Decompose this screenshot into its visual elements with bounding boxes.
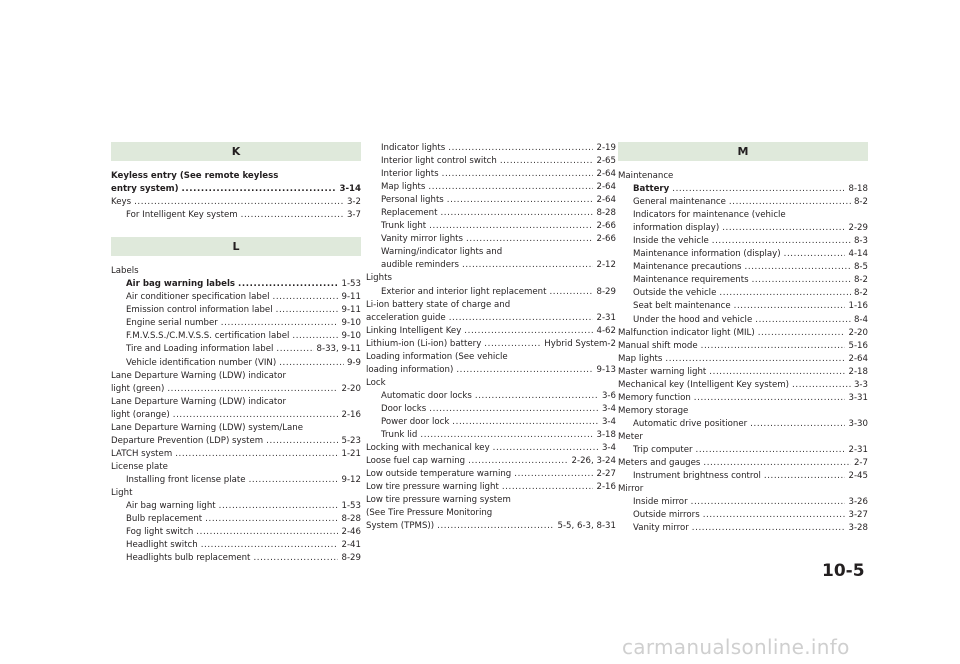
index-entry: Memory storage xyxy=(618,405,689,416)
index-subentry: Replacement ..... 8-28 xyxy=(366,207,616,220)
index-entry: Map lights ..... 2-64 xyxy=(618,353,868,366)
index-subentry: Interior light control switch ..... 2-65 xyxy=(366,155,616,168)
index-subentry-intelligent-key: For Intelligent Key system ..... 3-7 xyxy=(111,209,361,222)
index-subentry: Maintenance precautions ..... 8-5 xyxy=(618,261,868,274)
index-entry: Lithium-ion (Li-ion) battery ..... Hybrid System-2 xyxy=(366,338,616,351)
index-subentry: Personal lights ..... 2-64 xyxy=(366,194,616,207)
index-subentry: Map lights ..... 2-64 xyxy=(366,181,616,194)
index-entry: Mechanical key (Intelligent Key system) ..... 3-3 xyxy=(618,379,868,392)
index-subentry: Under the hood and vehicle ..... 8-4 xyxy=(618,314,868,327)
index-entry: Lane Departure Warning (LDW) indicator light (green) ..... 2-20 xyxy=(111,370,361,396)
index-column-3 xyxy=(618,142,868,535)
index-entry: Light xyxy=(111,487,133,498)
index-entry: Lane Departure Warning (LDW) system/Lane Departure Prevention (LDP) system ..... 5-23 xyxy=(111,422,361,448)
index-subentry: F.M.V.S.S./C.M.V.S.S. certification label ..... 9-10 xyxy=(111,330,361,343)
index-subentry: Outside the vehicle ..... 8-2 xyxy=(618,287,868,300)
index-entry: Low outside temperature warning ..... 2-27 xyxy=(366,468,616,481)
index-entry: Malfunction indicator light (MIL) ..... 2-20 xyxy=(618,327,868,340)
letter-heading-m: M xyxy=(618,142,868,161)
index-subentry: Inside the vehicle ..... 8-3 xyxy=(618,235,868,248)
index-subentry: Exterior and interior light replacement ..... 8-29 xyxy=(366,286,616,299)
index-subentry: General maintenance ..... 8-2 xyxy=(618,196,868,209)
index-subentry: Power door lock ..... 3-4 xyxy=(366,416,616,429)
index-entry-keyless-entry: Keyless entry (See remote keyless entry system) ..... 3-14 xyxy=(111,170,361,196)
watermark: carmanualsonline.info xyxy=(622,635,850,659)
index-subentry: Bulb replacement ..... 8-28 xyxy=(111,513,361,526)
index-subentry: Air conditioner specification label ..... 9-11 xyxy=(111,291,361,304)
index-entry: Lock xyxy=(366,377,386,388)
index-subentry: Tire and Loading information label ..... 8-33, 9-11 xyxy=(111,343,361,356)
index-column-2 xyxy=(366,142,616,533)
index-subentry: Maintenance requirements ..... 8-2 xyxy=(618,274,868,287)
letter-heading-k: K xyxy=(111,142,361,161)
index-entry: Maintenance xyxy=(618,171,674,181)
index-entry: Mirror xyxy=(618,484,644,495)
index-subentry: Engine serial number ..... 9-10 xyxy=(111,317,361,330)
index-entry: Meter xyxy=(618,431,643,442)
index-subentry: Fog light switch ..... 2-46 xyxy=(111,526,361,539)
index-entry: Loading information (See vehicle loading information) ..... 9-13 xyxy=(366,351,616,377)
index-entry-labels: Labels xyxy=(111,266,139,277)
index-subentry: Emission control information label ..... 9-11 xyxy=(111,304,361,317)
index-column-1 xyxy=(111,142,361,565)
index-subentry: Trunk lid ..... 3-18 xyxy=(366,429,616,442)
index-subentry: Warning/indicator lights and audible reminders ..... 2-12 xyxy=(366,246,616,272)
index-subentry: Trunk light ..... 2-66 xyxy=(366,220,616,233)
index-entry: Master warning light ..... 2-18 xyxy=(618,366,868,379)
index-subentry: Battery ..... 8-18 xyxy=(618,183,868,196)
index-subentry: Indicator lights ..... 2-19 xyxy=(366,142,616,155)
index-subentry: Installing front license plate ..... 9-12 xyxy=(111,474,361,487)
index-subentry: Seat belt maintenance ..... 1-16 xyxy=(618,300,868,313)
index-subentry: Interior lights ..... 2-64 xyxy=(366,168,616,181)
index-entry: Low tire pressure warning light ..... 2-16 xyxy=(366,481,616,494)
index-subentry: Indicators for maintenance (vehicle information display) ..... 2-29 xyxy=(618,209,868,235)
index-subentry: Headlights bulb replacement ..... 8-29 xyxy=(111,552,361,565)
index-entry: Lane Departure Warning (LDW) indicator light (orange) ..... 2-16 xyxy=(111,396,361,422)
index-entry: Li-ion battery state of charge and acceleration guide ..... 2-31 xyxy=(366,299,616,325)
index-subentry: Door locks ..... 3-4 xyxy=(366,403,616,416)
index-entry: Manual shift mode ..... 5-16 xyxy=(618,340,868,353)
index-subentry: Headlight switch ..... 2-41 xyxy=(111,539,361,552)
index-entry: Meters and gauges ..... 2-7 xyxy=(618,457,868,470)
index-subentry: Air bag warning light ..... 1-53 xyxy=(111,500,361,513)
index-subentry: Instrument brightness control ..... 2-45 xyxy=(618,470,868,483)
index-entry: Lights xyxy=(366,273,392,284)
index-entry: Memory function ..... 3-31 xyxy=(618,392,868,405)
index-entry: Low tire pressure warning system (See Tire Pressure Monitoring System (TPMS)) ..... 5-5, 6-3, 8-31 xyxy=(366,494,616,533)
index-subentry: Vanity mirror ..... 3-28 xyxy=(618,522,868,535)
index-entry: Linking Intelligent Key ..... 4-62 xyxy=(366,325,616,338)
index-entry-keys: Keys ..... 3-2 xyxy=(111,196,361,209)
index-entry: Loose fuel cap warning ..... 2-26, 3-24 xyxy=(366,455,616,468)
index-subentry: Air bag warning labels ..... 1-53 xyxy=(111,278,361,291)
index-subentry: Maintenance information (display) ..... 4-14 xyxy=(618,248,868,261)
index-entry: LATCH system ..... 1-21 xyxy=(111,448,361,461)
index-subentry: Vanity mirror lights ..... 2-66 xyxy=(366,233,616,246)
index-subentry: Automatic drive positioner ..... 3-30 xyxy=(618,418,868,431)
letter-heading-l: L xyxy=(111,237,361,256)
page-number: 10-5 xyxy=(822,561,865,581)
index-subentry: Automatic door locks ..... 3-6 xyxy=(366,390,616,403)
index-subentry: Inside mirror ..... 3-26 xyxy=(618,496,868,509)
index-subentry: Vehicle identification number (VIN) ..... 9-9 xyxy=(111,357,361,370)
index-subentry: Outside mirrors ..... 3-27 xyxy=(618,509,868,522)
index-subentry: Trip computer ..... 2-31 xyxy=(618,444,868,457)
index-entry: License plate xyxy=(111,461,168,472)
index-entry: Locking with mechanical key ..... 3-4 xyxy=(366,442,616,455)
